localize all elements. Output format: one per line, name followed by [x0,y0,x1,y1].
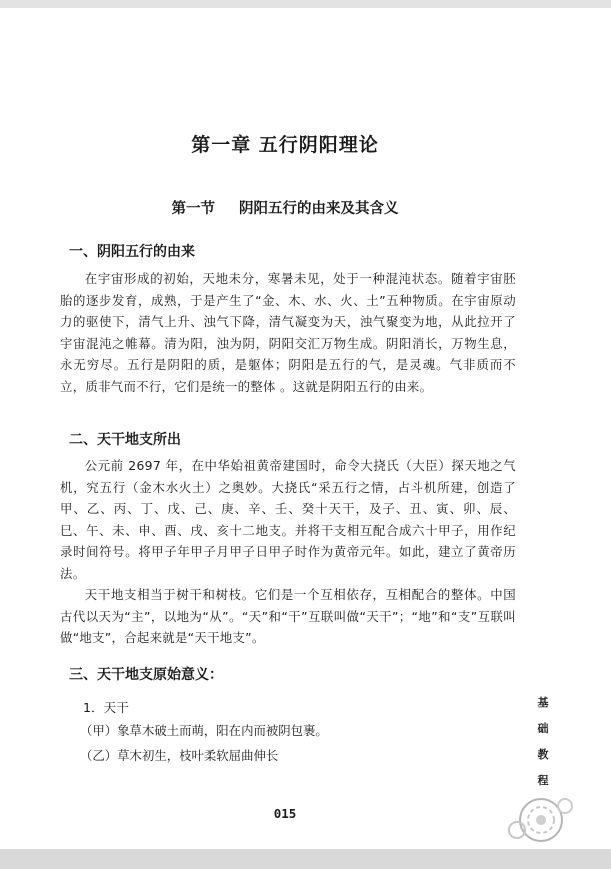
part2-body [60,455,516,649]
side-label-char: 程 [537,774,549,787]
list-item: （乙）草木初生，枝叶柔软屈曲伸长 [80,748,279,763]
part2-paragraph-2: 天干地支相当于树干和树枝。它们是一个互相依存，互相配合的整体。中国古代以天为“主”，以地为“从”。“天”和“干”互联叫做“天干”；“地”和“支”互联叫做“地支”，合起来就是“天干地支”。 [60,587,516,645]
part1-heading: 一、阴阳五行的由来 [69,244,195,260]
part3-subheading: 1．天干 [83,700,129,715]
scan-bottom-edge [0,849,611,869]
part2-paragraph-1: 公元前 2697 年，在中华始祖黄帝建国时，命令大挠氏（大臣）探天地之气机，究五行（金木水火土）之奥妙。大挠氏“采五行之情，占斗机所建，创造了甲、乙、丙、丁、戊、己、庚、辛、壬、癸十天干，及子、丑、寅、卯、辰、巳、午、未、申、酉、戌、亥十二地支。并将干支相互配合成六十甲子，用作纪录时间符号。将甲子年甲子月甲子日甲子时作为黄帝元年。如此，建立了黄帝历法。 [60,458,516,581]
side-label-char: 基 [537,696,549,709]
part1-body [60,268,516,397]
list-item: （甲）象草木破土而萌，阳在内而被阴包裹。 [80,723,328,738]
section-title-text: 阴阳五行的由来及其含义 [239,201,399,217]
section-title [0,197,570,218]
side-label [536,695,550,799]
section-number: 第一节 [171,201,215,217]
part3-heading: 三、天干地支原始意义： [69,667,223,683]
chapter-title: 第一章 五行阴阳理论 [191,134,379,156]
side-label-char: 础 [537,722,549,735]
scan-top-edge [0,0,611,8]
part1-paragraph: 在宇宙形成的初始，天地未分，寒暑未见，处于一种混沌状态。随着宇宙胚胎的逐步发育，成熟，于是产生了“金、木、水、火、土”五种物质。在宇宙原动力的驱使下，清气上升、浊气下降，清气凝变为天，浊气聚变为地，从此拉开了宇宙混沌之帷幕。清为阳，浊为阴，阴阳交汇万物生成。阴阳消长，万物生息，永无穷尽。五行是阴阳的质，是躯体；阴阳是五行的气，是灵魂。气非质而不立，质非气而不行，它们是统一的整体 。这就是阴阳五行的由来。 [60,271,516,394]
side-label-char: 教 [537,748,549,761]
page-number: 015 [273,806,297,821]
part2-heading: 二、天干地支所出 [69,432,181,448]
